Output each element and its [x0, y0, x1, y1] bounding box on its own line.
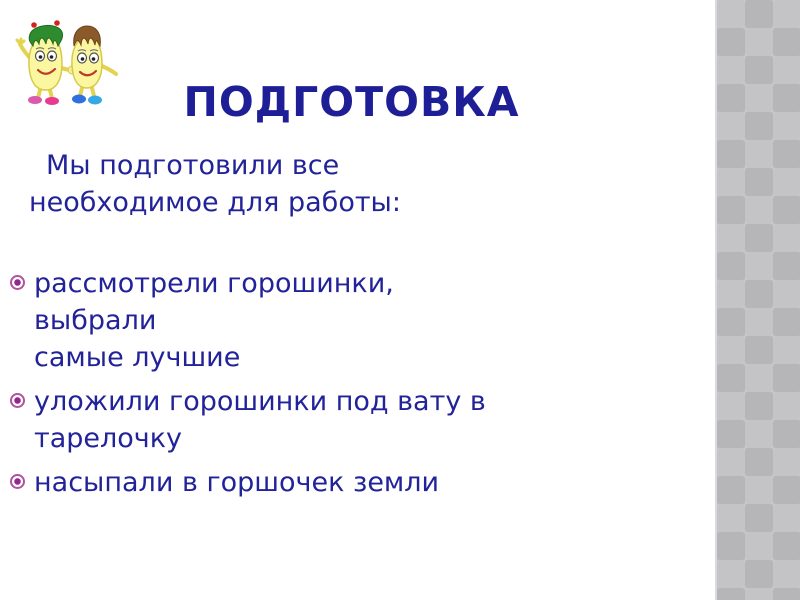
- bullet-text: [34, 464, 439, 501]
- list-item: [10, 464, 500, 501]
- bullet-icon: [10, 393, 25, 408]
- bullet-icon: [10, 474, 25, 489]
- bullet-icon: [10, 275, 25, 290]
- intro-paragraph: [29, 147, 459, 221]
- bullet-line: самые лучшие: [34, 342, 241, 373]
- bullet-line: тарелочку: [34, 423, 183, 454]
- bullet-line: уложили горошинки под вату в: [34, 386, 486, 417]
- bullet-text: [34, 383, 486, 457]
- intro-line: Мы подготовили все: [46, 150, 340, 181]
- bullet-line: рассмотрели горошинки, выбрали: [34, 268, 394, 336]
- bullet-list: [10, 265, 500, 508]
- list-item: [10, 265, 500, 376]
- diamond-pattern-sidebar: [715, 0, 800, 600]
- intro-line: необходимое для работы:: [29, 187, 401, 218]
- bullet-text: [34, 265, 500, 376]
- slide-title: ПОДГОТОВКА: [183, 78, 520, 126]
- list-item: [10, 383, 500, 457]
- bullet-line: насыпали в горшочек земли: [34, 467, 440, 498]
